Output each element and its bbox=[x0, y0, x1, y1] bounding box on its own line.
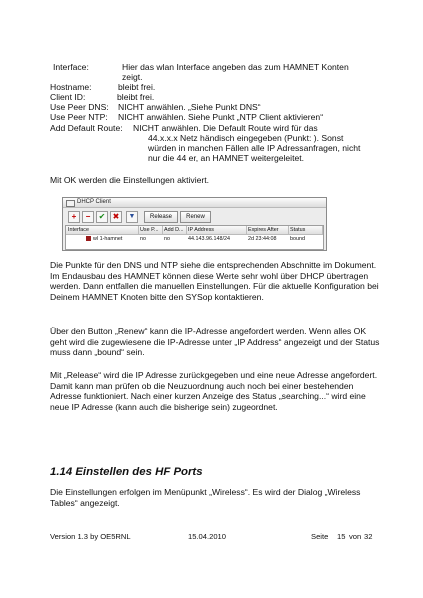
dhcp-client-table bbox=[65, 225, 324, 250]
cell-expires-after: 2d 23:44:08 bbox=[248, 236, 277, 242]
footer-page-total: 32 bbox=[364, 532, 373, 541]
cell-use-peer: no bbox=[140, 236, 146, 242]
config-label-hostname: Hostname: bbox=[50, 82, 92, 92]
config-text-hostname: bleibt frei. bbox=[118, 82, 156, 92]
config-label-peer-dns: Use Peer DNS: bbox=[50, 102, 109, 112]
paragraph-renew: Über den Button „Renew“ kann die IP-Adresse angefordert werden. Wenn alles OK geht wird die zugewiesene die IP-Adresse unter „IP Address“ angezeigt und der Status muss dann „bound“ sein. bbox=[50, 326, 380, 358]
renew-button[interactable]: Renew bbox=[180, 211, 211, 223]
footer-of-label: von bbox=[349, 532, 362, 541]
config-text-peer-dns: NICHT anwählen. „Siehe Punkt DNS“ bbox=[118, 102, 261, 112]
dhcp-window-titlebar bbox=[63, 198, 326, 208]
cell-interface bbox=[84, 235, 138, 243]
col-interface[interactable]: Interface bbox=[66, 226, 139, 234]
remove-icon[interactable]: − bbox=[82, 211, 94, 223]
release-button[interactable]: Release bbox=[144, 211, 178, 223]
config-label-interface: Interface: bbox=[53, 62, 89, 72]
enable-check-icon[interactable]: ✔ bbox=[96, 211, 108, 223]
col-expires-after[interactable]: Expires After bbox=[246, 226, 289, 234]
footer-date: 15.04.2010 bbox=[188, 532, 227, 541]
section-heading: 1.14 Einstellen des HF Ports bbox=[50, 466, 203, 478]
paragraph-dns-ntp: Die Punkte für den DNS und NTP siehe die entsprechenden Abschnitte im Dokument. Im Endausbau des HAMNET können diese Werte sehr wohl über DHCP übertragen werden. Dann entfallen die manuellen Einstellungen. Für die aktuelle Konfiguration bei Deinem HAMNET Knoten bitte den SYSop kontaktieren. bbox=[50, 260, 379, 302]
col-add-default[interactable]: Add D... bbox=[162, 226, 187, 234]
config-text-default-route-cont-3: nur die 44 er, an HAMNET weitergeleitet. bbox=[148, 153, 305, 163]
dhcp-window-title: DHCP Client bbox=[77, 199, 111, 205]
config-text-default-route: NICHT anwählen. Die Default Route wird für das bbox=[133, 123, 318, 133]
footer-page-label: Seite bbox=[311, 532, 329, 541]
col-ip-address[interactable]: IP Address bbox=[186, 226, 247, 234]
col-status[interactable]: Status bbox=[288, 226, 323, 234]
disable-cross-icon[interactable]: ✖ bbox=[110, 211, 122, 223]
table-row[interactable] bbox=[66, 235, 323, 243]
cell-status: bound bbox=[290, 236, 305, 242]
cell-interface-text: wl 1-hamnet bbox=[93, 236, 123, 242]
footer-page-number: 15 bbox=[337, 532, 346, 541]
config-label-default-route: Add Default Route: bbox=[50, 123, 123, 133]
dhcp-toolbar bbox=[63, 208, 326, 225]
interface-icon bbox=[86, 236, 91, 241]
paragraph-wireless: Die Einstellungen erfolgen im Menüpunkt „Wireless“. Es wird der Dialog „Wireless Tables“ angezeigt. bbox=[50, 487, 361, 508]
cell-add-default: no bbox=[164, 236, 170, 242]
paragraph-release: Mit „Release“ wird die IP Adresse zurückgegeben und eine neue Adresse angefordert. Damit kann man prüfen ob die Neuzuordnung auch noch bei einer bestehenden Adresse funktioniert. Nach einer kurzen Anzeige des Status „searching...“ wird eine neue IP Adresse (kann auch die bisherige sein) zugeordnet. bbox=[50, 370, 378, 412]
config-text-default-route-cont-2: würden in manchen Fällen alle IP Adressanfragen, nicht bbox=[148, 143, 361, 153]
config-text-client-id: bleibt frei. bbox=[117, 92, 155, 102]
config-text-default-route-cont-1: 44.x.x.x Netz händisch eingegeben (Punkt: ). Sonst bbox=[148, 133, 344, 143]
filter-icon[interactable]: ▼ bbox=[126, 211, 138, 223]
config-label-peer-ntp: Use Peer NTP: bbox=[50, 112, 108, 122]
ok-activation-line: Mit OK werden die Einstellungen aktiviert. bbox=[50, 175, 210, 185]
dhcp-client-window bbox=[62, 197, 327, 251]
table-header-row bbox=[66, 226, 323, 235]
config-label-client-id: Client ID: bbox=[50, 92, 86, 102]
config-text-interface-cont: zeigt. bbox=[122, 72, 143, 82]
config-text-peer-ntp: NICHT anwählen. Siehe Punkt „NTP Client aktivieren“ bbox=[118, 112, 324, 122]
cell-ip-address: 44.143.96.148/24 bbox=[188, 236, 230, 242]
col-use-peer[interactable]: Use P... bbox=[138, 226, 163, 234]
add-icon[interactable]: + bbox=[68, 211, 80, 223]
footer-version: Version 1.3 by OE5RNL bbox=[50, 532, 131, 541]
config-text-interface: Hier das wlan Interface angeben das zum HAMNET Konten bbox=[122, 62, 349, 72]
window-icon bbox=[66, 200, 75, 207]
